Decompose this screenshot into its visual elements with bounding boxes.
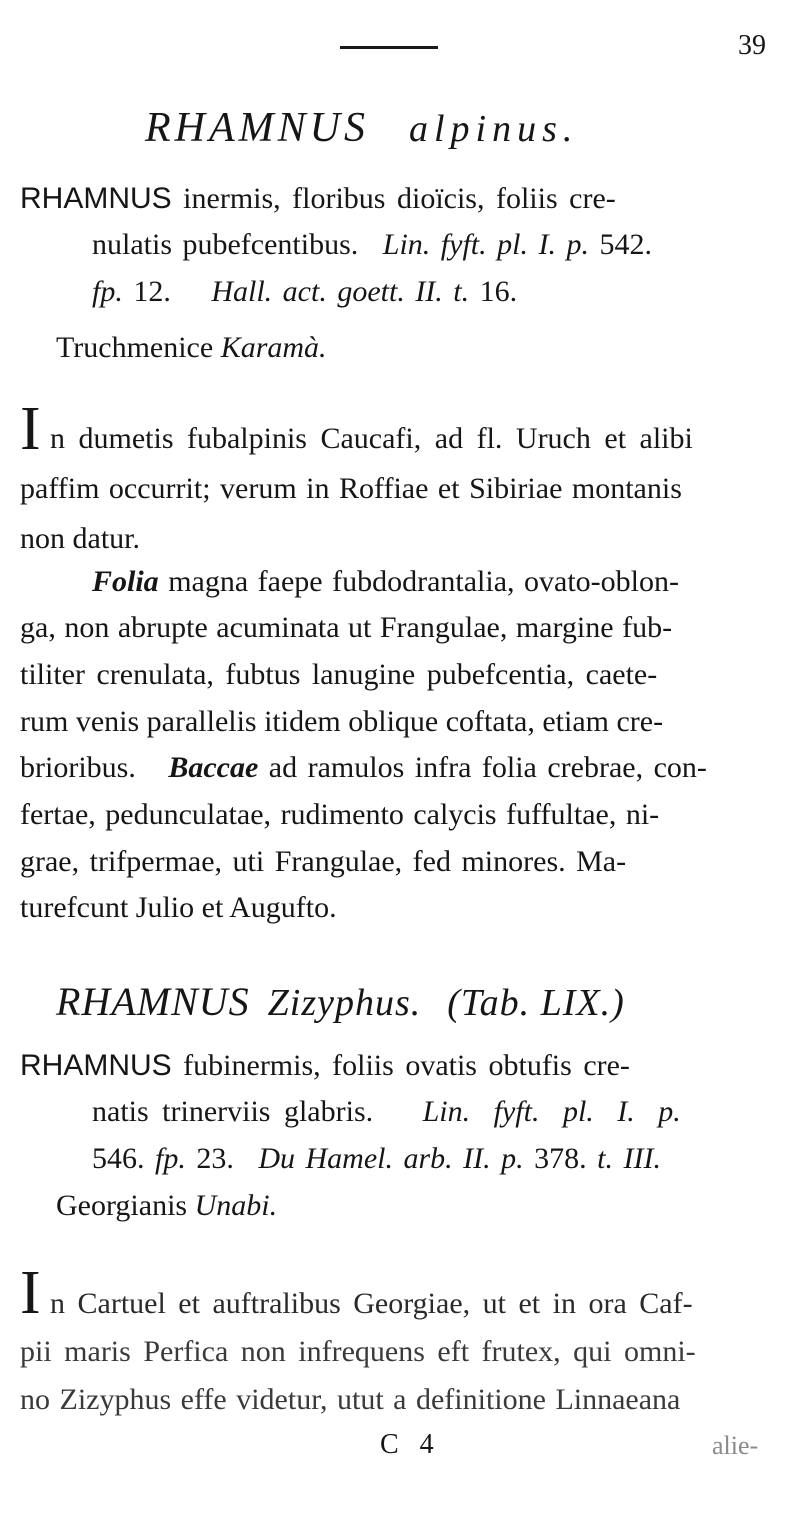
vernacular-label: Truchmenice	[56, 331, 214, 364]
citation: Hall. act. goett. II. t.	[211, 275, 470, 308]
paragraph-line: rum venis parallelis itidem oblique coftata, etiam cre-	[20, 705, 664, 738]
citation-page: 542.	[599, 228, 652, 261]
diagnosis-line	[92, 1144, 661, 1174]
heading-species: Zizyphus.	[267, 982, 422, 1024]
heading-genus: RHAMNUS	[145, 105, 369, 151]
citation: fp.	[92, 275, 123, 308]
drop-cap: I	[20, 395, 41, 463]
paragraph-text: ad ramulos infra folia crebrae, con-	[268, 751, 707, 784]
paragraph-line: no Zizyphus effe videtur, utut a definitione Linnaeana	[20, 1383, 681, 1416]
paragraph-line: fertae, pedunculatae, rudimento calycis fuffultae, ni-	[20, 798, 660, 831]
signature-mark: C 4	[380, 1429, 434, 1460]
paragraph-line: pii maris Perfica non infrequens eft frutex, qui omni-	[20, 1335, 696, 1368]
diagnosis-text: fubinermis, foliis ovatis obtufis cre-	[183, 1049, 630, 1082]
paragraph-text: brioribus.	[20, 751, 136, 784]
paragraph-line: turefcunt Julio et Augufto.	[20, 891, 337, 924]
paragraph-line	[20, 753, 707, 783]
paragraph-line: grae, trifpermae, uti Frangulae, fed minores. Ma-	[20, 845, 627, 878]
citation-number: 378.	[534, 1142, 587, 1175]
page-number: 39	[738, 30, 766, 61]
vernacular-name-line	[56, 333, 327, 363]
drop-cap: I	[20, 1259, 41, 1327]
diagnosis-lead: RHAMNUS	[20, 1049, 172, 1082]
paragraph-line: non datur.	[20, 522, 140, 555]
paragraph-line: paffim occurrit; verum in Roffiae et Sibiriae montanis	[20, 472, 682, 505]
citation: Lin. fyft. pl. I. p.	[382, 228, 589, 261]
diagnosis-text: nulatis pubefcentibus.	[92, 228, 359, 261]
paragraph-line: ga, non abrupte acuminata ut Frangulae, margine fub-	[20, 611, 673, 644]
vernacular-name: Karamà.	[220, 331, 327, 364]
section-heading-alpinus	[145, 104, 578, 152]
citation: t. III.	[597, 1142, 661, 1175]
diagnosis-line	[92, 277, 517, 307]
diagnosis-lead: RHAMNUS	[20, 182, 172, 215]
citation: Du Hamel. arb. II. p.	[258, 1142, 524, 1175]
paragraph-text: magna faepe fubdodrantalia, ovato-oblon-	[168, 565, 679, 598]
vernacular-name-line	[56, 1191, 277, 1221]
diagnosis-text: natis trinerviis glabris.	[92, 1095, 374, 1128]
term-folia: Folia	[92, 565, 159, 598]
section-heading-zizyphus	[56, 978, 625, 1025]
citation: Lin. fyft. pl. I. p.	[422, 1095, 681, 1128]
citation-number: 12.	[133, 275, 171, 308]
diagnosis-text: inermis, floribus dioïcis, foliis cre-	[183, 182, 616, 215]
citation-number: 23.	[196, 1142, 234, 1175]
heading-species: alpinus.	[408, 108, 579, 150]
header-rule	[340, 46, 438, 49]
diagnosis-line	[20, 1051, 630, 1081]
diagnosis-line	[20, 184, 616, 214]
term-baccae: Baccae	[168, 751, 259, 784]
vernacular-label: Georgianis	[56, 1189, 188, 1222]
paragraph-line: n dumetis fubalpinis Caucafi, ad fl. Uruch et alibi	[50, 422, 693, 455]
vernacular-name: Unabi.	[194, 1189, 278, 1222]
paragraph-line	[92, 567, 679, 597]
citation: fp.	[155, 1142, 186, 1175]
citation-number: 16.	[479, 275, 518, 308]
catchword: alie-	[712, 1431, 759, 1460]
paragraph-line: tiliter crenulata, fubtus lanugine pubefcentia, caete-	[20, 658, 658, 691]
heading-genus: RHAMNUS	[56, 979, 250, 1024]
paragraph-line: n Cartuel et auftralibus Georgiae, ut et in ora Caf-	[50, 1287, 693, 1320]
diagnosis-line	[92, 1097, 681, 1127]
plate-reference: (Tab. LIX.)	[447, 982, 625, 1024]
citation-number: 546.	[92, 1142, 145, 1175]
diagnosis-line	[92, 230, 652, 260]
